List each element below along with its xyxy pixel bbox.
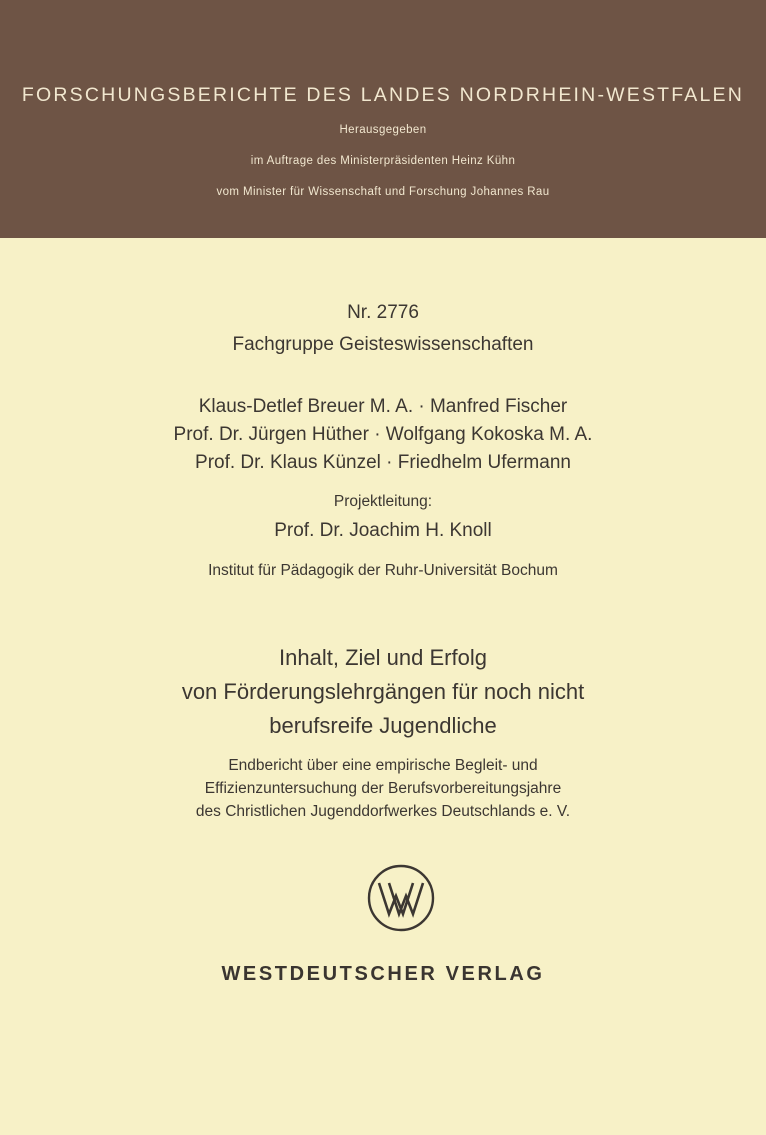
wv-monogram-logo-icon <box>367 864 435 932</box>
projektleitung-label: Projektleitung: <box>333 493 433 510</box>
header-band <box>0 0 766 238</box>
institut: Institut für Pädagogik der Ruhr-Universität Bochum <box>208 562 558 579</box>
subtitle-line-3: des Christlichen Jugenddorfwerkes Deutschlands e. V. <box>195 803 571 820</box>
editor-line-1: Herausgegeben <box>339 124 427 136</box>
subtitle-line-2: Effizienzuntersuchung der Berufsvorbereitungsjahre <box>204 780 562 797</box>
publisher: WESTDEUTSCHER VERLAG <box>221 963 545 985</box>
authors-line-2: Prof. Dr. Jürgen Hüther · Wolfgang Kokoska M. A. <box>173 424 593 445</box>
projektleitung-name: Prof. Dr. Joachim H. Knoll <box>274 520 492 541</box>
title-line-3: berufsreife Jugendliche <box>269 713 497 738</box>
editor-line-3: vom Minister für Wissenschaft und Forschung Johannes Rau <box>216 186 550 198</box>
authors-line-1: Klaus-Detlef Breuer M. A. · Manfred Fischer <box>198 396 568 417</box>
report-number: Nr. 2776 <box>347 302 419 323</box>
authors-line-3: Prof. Dr. Klaus Künzel · Friedhelm Ufermann <box>195 452 571 473</box>
editor-line-2: im Auftrage des Ministerpräsidenten Heinz Kühn <box>250 155 516 167</box>
fachgruppe: Fachgruppe Geisteswissenschaften <box>232 334 534 355</box>
series-title: FORSCHUNGSBERICHTE DES LANDES NORDRHEIN-WESTFALEN <box>21 84 745 106</box>
title-line-2: von Förderungslehrgängen für noch nicht <box>181 679 585 704</box>
title-line-1: Inhalt, Ziel und Erfolg <box>279 645 487 670</box>
subtitle-line-1: Endbericht über eine empirische Begleit- und <box>228 757 538 774</box>
